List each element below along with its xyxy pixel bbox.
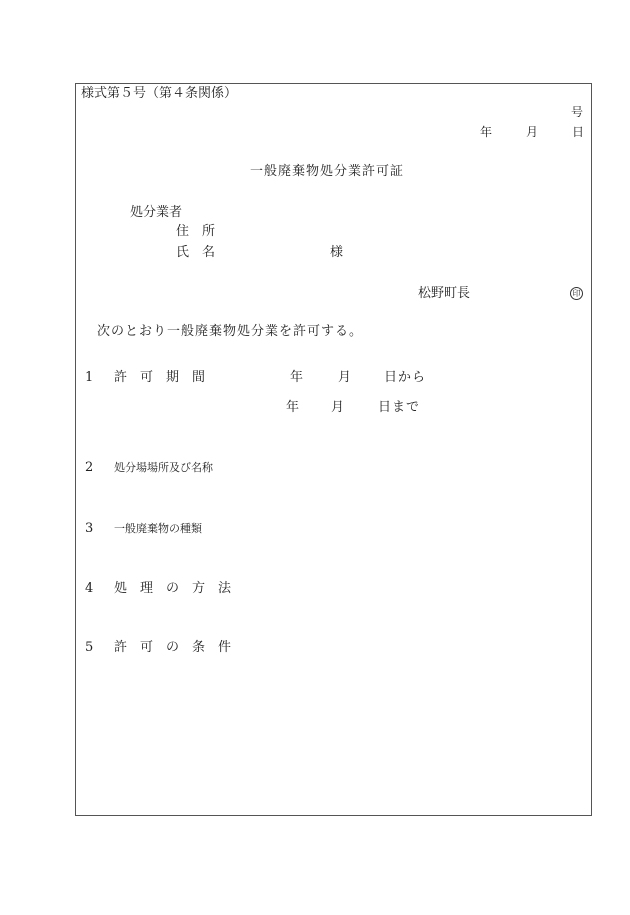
item-number: 4 xyxy=(85,581,94,596)
period-start-year: 年 xyxy=(290,370,304,385)
issue-date-month: 月 xyxy=(526,125,539,139)
period-end-day: 日まで xyxy=(378,400,421,415)
item-label-method: 処 理 の 方 法 xyxy=(114,581,232,596)
item-label-conditions: 許 可 の 条 件 xyxy=(114,640,232,655)
item-number: 5 xyxy=(85,640,94,655)
issuer-title: 松野町長 xyxy=(418,286,471,301)
item-number: 1 xyxy=(85,370,94,385)
document-title: 一般廃棄物処分業許可証 xyxy=(250,164,405,179)
permission-statement: 次のとおり一般廃棄物処分業を許可する。 xyxy=(97,324,364,339)
period-start-month: 月 xyxy=(338,370,352,385)
issue-date-day: 日 xyxy=(572,125,585,139)
honorific: 様 xyxy=(330,245,344,260)
applicant-heading: 処分業者 xyxy=(130,205,183,220)
seal-mark: 印 xyxy=(570,287,583,300)
period-start-day: 日から xyxy=(384,370,427,385)
period-end-year: 年 xyxy=(286,400,300,415)
item-number: 2 xyxy=(85,460,94,475)
issue-date-year: 年 xyxy=(480,125,493,139)
address-label: 住 所 xyxy=(176,224,216,239)
item-label-waste-type: 一般廃棄物の種類 xyxy=(114,522,202,535)
item-number: 3 xyxy=(85,521,94,536)
period-end-month: 月 xyxy=(331,400,345,415)
form-label: 様式第５号（第４条関係） xyxy=(81,86,238,101)
number-suffix: 号 xyxy=(571,105,584,119)
name-label: 氏 名 xyxy=(176,245,216,260)
item-label-disposal-site: 処分場場所及び名称 xyxy=(114,461,213,474)
item-label-period: 許 可 期 間 xyxy=(114,370,206,385)
form-border xyxy=(75,83,592,816)
